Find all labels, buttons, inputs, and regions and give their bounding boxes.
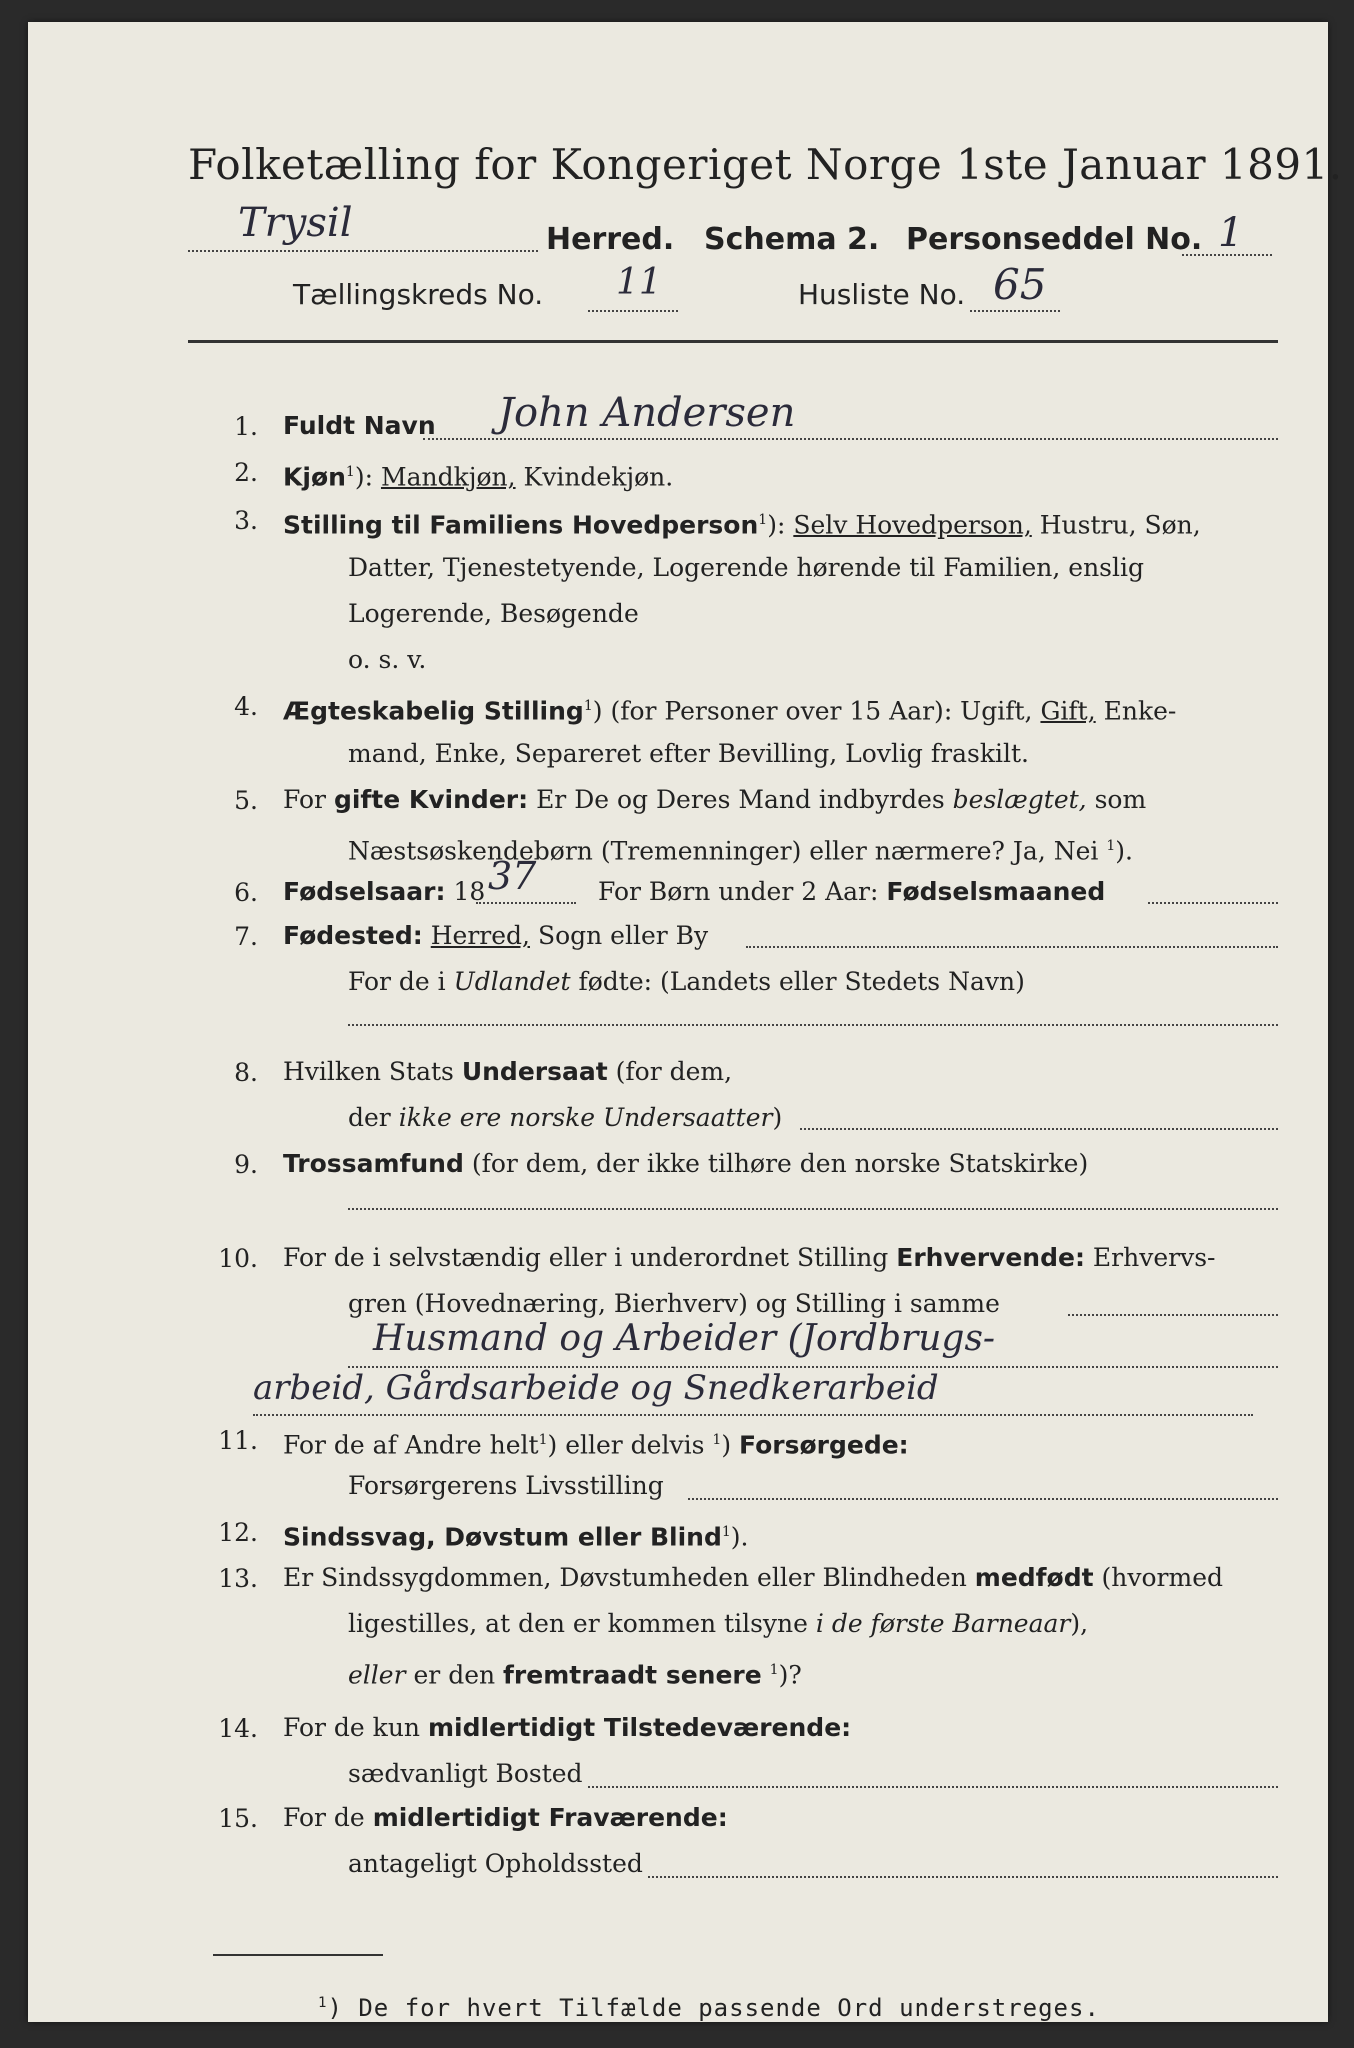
item-13-line-3: eller er den fremtraadt senere $^1$)? [348, 1660, 802, 1690]
kreds-field-line [588, 310, 678, 312]
item-11-line-1: For de af Andre helt$^1$) eller delvis $^1$) Forsørgede: [283, 1430, 909, 1460]
kreds-label: Tællingskreds No. [293, 278, 544, 311]
footnote-rule [213, 1954, 383, 1956]
item-8-line-2: der ikke ere norske Undersaatter) [348, 1103, 783, 1132]
item-4-line-1: Ægteskabelig Stilling$^1$) (for Personer over 15 Aar): Ugift, Gift, Enke- [283, 696, 1177, 726]
herred-label: Herred. [546, 222, 675, 257]
item-14-field-line [588, 1786, 1278, 1788]
item-15-number: 15. [218, 1804, 258, 1833]
item-7-number: 7. [234, 922, 258, 951]
herred-field-line [188, 250, 538, 252]
item-3-line-3: Logerende, Besøgende [348, 599, 639, 628]
item-14-number: 14. [218, 1714, 258, 1743]
item-11-line-2: Forsørgerens Livsstilling [348, 1471, 664, 1500]
item-5-line-1: For gifte Kvinder: Er De og Deres Mand indbyrdes beslægtet, som [283, 785, 1147, 814]
item-12-number: 12. [218, 1518, 258, 1547]
item-3-line-4: o. s. v. [348, 645, 427, 674]
item-8-field-line [800, 1128, 1278, 1130]
herred-value: Trysil [238, 200, 353, 246]
husliste-label: Husliste No. [798, 278, 966, 311]
item-6-children: For Børn under 2 Aar: Fødselsmaaned [598, 877, 1106, 906]
item-6-number: 6. [234, 878, 258, 907]
kreds-value: 11 [616, 262, 662, 303]
husliste-value: 65 [993, 260, 1047, 309]
item-3-line-2: Datter, Tjenestetyende, Logerende hørende til Familien, enslig [348, 553, 1145, 582]
item-8-line-1: Hvilken Stats Undersaat (for dem, [283, 1057, 733, 1086]
item-9-line: Trossamfund (for dem, der ikke tilhøre den norske Statskirke) [283, 1149, 1089, 1178]
item-12-line: Sindssvag, Døvstum eller Blind$^1$). [283, 1522, 749, 1552]
item-1-field-line [423, 438, 1278, 440]
item-2-number: 2. [234, 458, 258, 487]
item-8-number: 8. [234, 1058, 258, 1087]
item-3-number: 3. [234, 506, 258, 535]
header-rule [188, 340, 1278, 343]
item-7-line-2: For de i Udlandet fødte: (Landets eller Stedets Navn) [348, 967, 1025, 996]
item-14-line-2: sædvanligt Bosted [348, 1759, 583, 1788]
item-6-month-line [1148, 902, 1278, 904]
form-title: Folketælling for Kongeriget Norge 1ste Januar 1891. [188, 140, 1343, 189]
item-15-line-2: antageligt Opholdssted [348, 1849, 643, 1878]
item-7-line-1: Fødested: Herred, Sogn eller By [283, 921, 709, 950]
item-4-number: 4. [234, 692, 258, 721]
item-5-line-2: Næstsøskendebørn (Tremenninger) eller nærmere? Ja, Nei $^1$). [348, 836, 1133, 866]
item-10-value-1: Husmand og Arbeider (Jordbrugs- [373, 1318, 996, 1359]
item-10-value-2: arbeid, Gårdsarbeide og Snedkerarbeid [253, 1368, 939, 1408]
item-14-line-1: For de kun midlertidigt Tilstedeværende: [283, 1713, 852, 1742]
item-6-year-line [476, 902, 576, 904]
item-10-field-line-3 [253, 1414, 1253, 1416]
item-7-field-line-2 [348, 1024, 1278, 1026]
item-9-field-line [348, 1208, 1278, 1210]
item-10-line-2: gren (Hovednæring, Bierhverv) og Stilling i samme [348, 1289, 1000, 1318]
item-10-line-1: For de i selvstændig eller i underordnet Stilling Erhvervende: Erhvervs- [283, 1243, 1216, 1272]
item-13-line-1: Er Sindssygdommen, Døvstumheden eller Blindheden medfødt (hvormed [283, 1563, 1224, 1592]
item-10-field-line [1068, 1314, 1278, 1316]
item-5-number: 5. [234, 786, 258, 815]
husliste-field-line [970, 310, 1060, 312]
item-6-line: Fødselsaar: 18 [283, 877, 486, 906]
item-2-line: Kjøn$^1$): Mandkjøn, Kvindekjøn. [283, 462, 674, 492]
item-15-field-line [648, 1876, 1278, 1878]
item-4-line-2: mand, Enke, Separeret efter Bevilling, Lovlig fraskilt. [348, 739, 1029, 768]
item-15-line-1: For de midlertidigt Fraværende: [283, 1803, 728, 1832]
item-11-field-line [688, 1498, 1278, 1500]
census-form [28, 22, 1343, 2022]
personseddel-label: Personseddel No. [906, 222, 1203, 257]
item-10-number: 10. [218, 1244, 258, 1273]
item-7-field-line [746, 946, 1278, 948]
item-1-number: 1. [234, 412, 258, 441]
footnote: $^1$) De for hvert Tilfælde passende Ord understreges. [318, 1994, 1100, 2022]
item-6-year-value: 37 [488, 854, 537, 898]
item-3-line-1: Stilling til Familiens Hovedperson$^1$): Selv Hovedperson, Hustru, Søn, [283, 510, 1201, 540]
item-1-value: John Andersen [498, 390, 796, 436]
item-13-line-2: ligestilles, at den er kommen tilsyne i de første Barneaar), [348, 1609, 1089, 1638]
item-1-label: Fuldt Navn [283, 411, 436, 440]
item-13-number: 13. [218, 1564, 258, 1593]
item-9-number: 9. [234, 1150, 258, 1179]
item-11-number: 11. [218, 1426, 258, 1455]
personseddel-value: 1 [1218, 210, 1244, 256]
schema-label: Schema 2. [704, 222, 880, 257]
